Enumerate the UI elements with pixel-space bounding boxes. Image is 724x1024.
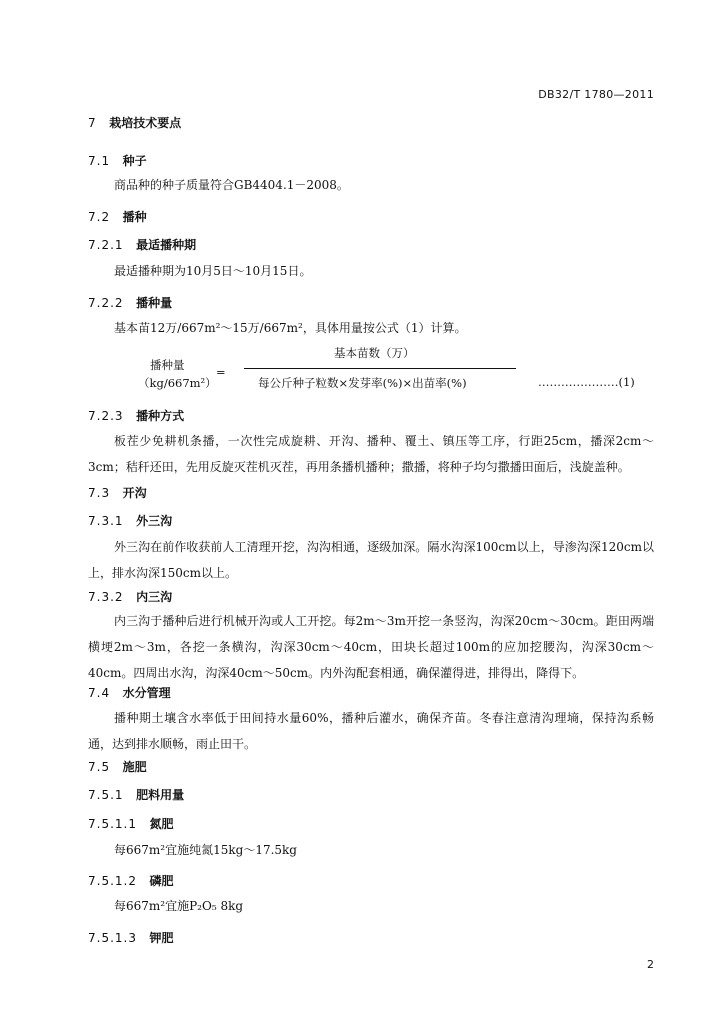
heading-title: 肥料用量: [136, 788, 185, 802]
heading-7-3: [88, 484, 147, 501]
heading-7-5-1-2: [88, 872, 174, 889]
heading-title: 施肥: [122, 760, 147, 774]
heading-number: 7.5.1: [88, 788, 124, 802]
heading-number: 7.5.1.1: [88, 817, 137, 831]
heading-7-2: [88, 208, 147, 225]
heading-number: 7.5.1.3: [88, 931, 137, 945]
heading-number: 7.3.1: [88, 514, 124, 528]
heading-number: 7.3: [88, 486, 111, 500]
heading-number: 7.3.2: [88, 590, 124, 604]
heading-7-5-1: [88, 786, 184, 803]
fraction-bar: [244, 368, 516, 369]
heading-number: 7.2: [88, 210, 111, 224]
heading-7-2-3: [88, 407, 184, 424]
heading-7-2-2: [88, 294, 172, 311]
heading-7-3-1: [88, 512, 172, 529]
heading-number: 7.2.1: [88, 238, 124, 252]
heading-7-5-1-1: [88, 815, 174, 832]
heading-7-5: [88, 758, 147, 775]
heading-title: 水分管理: [122, 686, 171, 700]
paragraph-sowing-method: 板茬少免耕机条播，一次性完成旋耕、开沟、播种、覆土、镇压等工序，行距25cm，播深2cm～3cm；秸秆还田，先用反旋灭茬机灭茬，再用条播机播种；撒播，将种子均匀撒播田面后，浅旋盖种。: [88, 434, 654, 474]
heading-7: [88, 114, 181, 131]
heading-title: 栽培技术要点: [109, 116, 182, 130]
page-number: 2: [647, 958, 654, 971]
heading-number: 7.1: [88, 154, 111, 168]
paragraph-water: 播种期土壤含水率低于田间持水量60%，播种后灌水，确保齐苗。冬春注意清沟理墒，保持沟系畅通，达到排水顺畅，雨止田干。: [88, 711, 654, 751]
paragraph-outer-ditch: 外三沟在前作收获前人工清理开挖，沟沟相通，逐级加深。隔水沟深100cm以上，导渗沟深120cm以上，排水沟深150cm以上。: [88, 540, 654, 580]
heading-title: 钾肥: [149, 931, 174, 945]
heading-title: 最适播种期: [136, 238, 197, 252]
heading-7-4: [88, 684, 171, 701]
formula-reference: …………………(1): [538, 375, 635, 389]
paragraph-seed: 商品种的种子质量符合GB4404.1－2008。: [114, 178, 349, 192]
heading-number: 7.2.3: [88, 409, 124, 423]
heading-7-1: [88, 152, 147, 169]
heading-number: 7: [88, 116, 97, 130]
formula-lhs-unit: （kg/667m²）: [138, 376, 217, 390]
paragraph-phosphorus: 每667m²宜施P₂O₅ 8kg: [114, 899, 244, 913]
heading-title: 外三沟: [136, 514, 173, 528]
heading-title: 内三沟: [136, 590, 173, 604]
heading-number: 7.2.2: [88, 296, 124, 310]
heading-title: 开沟: [122, 486, 147, 500]
heading-7-5-1-3: [88, 929, 174, 946]
paragraph-nitrogen: 每667m²宜施纯氮15kg～17.5kg: [114, 843, 297, 857]
heading-title: 磷肥: [149, 874, 174, 888]
heading-title: 播种量: [136, 296, 173, 310]
formula-lhs: 播种量: [150, 358, 185, 372]
formula-equals: =: [216, 365, 226, 379]
heading-number: 7.5: [88, 760, 111, 774]
sowing-formula: [88, 343, 668, 399]
heading-title: 播种方式: [136, 409, 185, 423]
heading-title: 播种: [122, 210, 147, 224]
paragraph-sowing-period: 最适播种期为10月5日～10月15日。: [114, 264, 312, 278]
heading-7-2-1: [88, 236, 196, 253]
paragraph-sowing-amount: 基本苗12万/667m²～15万/667m²，具体用量按公式（1）计算。: [114, 321, 467, 335]
heading-7-3-2: [88, 588, 172, 605]
heading-title: 氮肥: [149, 817, 174, 831]
heading-title: 种子: [122, 154, 147, 168]
paragraph-inner-ditch: 内三沟于播种后进行机械开沟或人工开挖。每2m～3m开挖一条竖沟，沟深20cm～30cm。距田两端横埂2m～3m，各挖一条横沟，沟深30cm～40cm，田块长超过100m的应加挖腰沟，沟深30cm～40cm。四周出水沟，沟深40cm～50cm。内外沟配套相通，确保灌得进，排得出，降得下。: [88, 614, 654, 680]
formula-numerator: 基本苗数（万）: [334, 346, 415, 360]
document-code: DB32/T 1780—2011: [538, 88, 654, 101]
heading-number: 7.5.1.2: [88, 874, 137, 888]
heading-number: 7.4: [88, 686, 111, 700]
formula-denominator: 每公斤种子粒数×发芽率(%)×出苗率(%): [258, 376, 467, 390]
